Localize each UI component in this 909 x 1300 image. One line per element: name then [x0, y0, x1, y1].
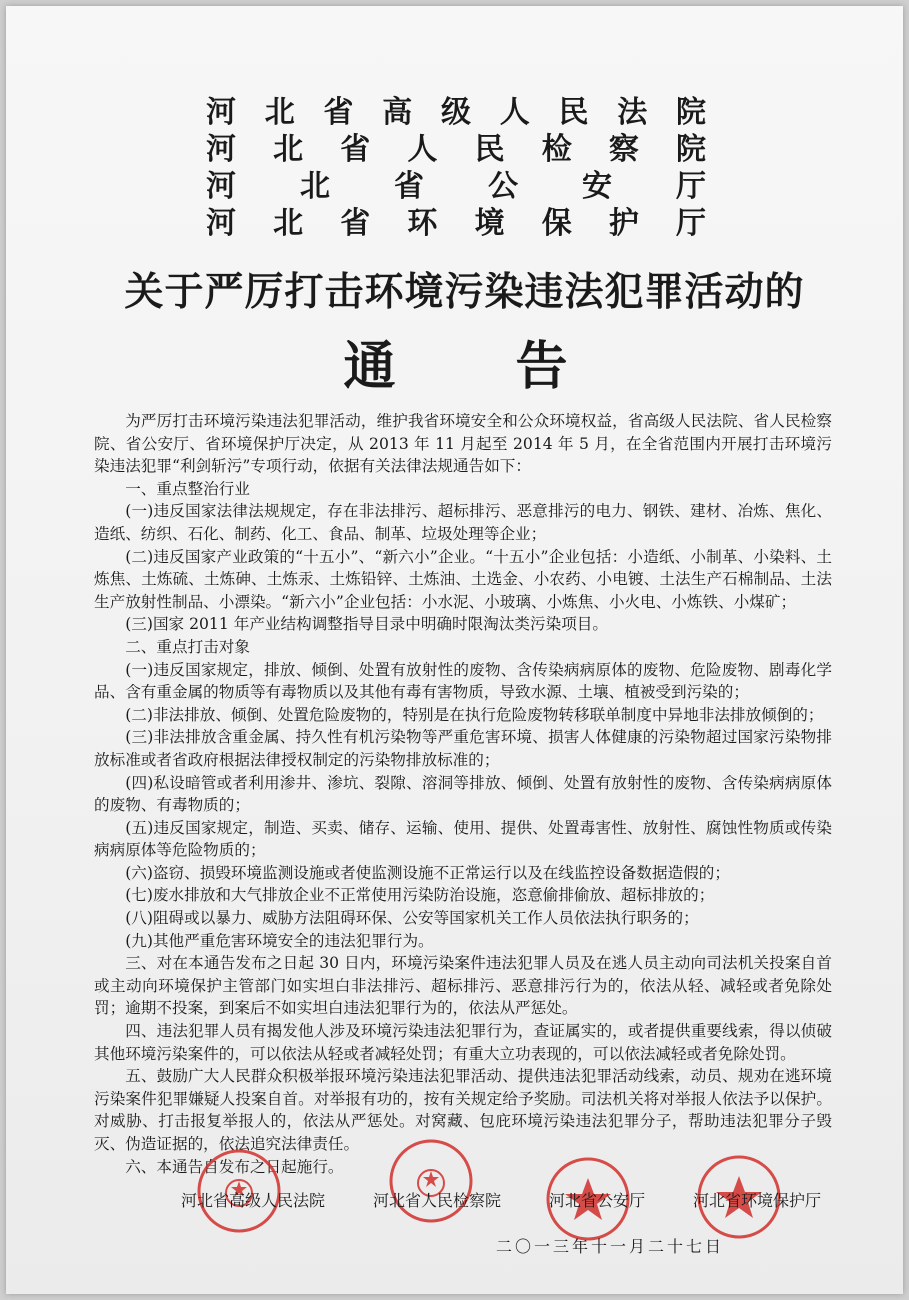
notice-paragraph: 三、对在本通告发布之日起 30 日内，环境污染案件违法犯罪人员及在逃人员主动向司法机关投案自首或主动向环境保护主管部门如实坦白非法排污、超标排污、恶意排污行为的，依法从轻、减轻或者免除处罚；逾期不投案，到案后不如实坦白违法犯罪行为的，依法从严惩处。 [94, 954, 832, 1018]
notice-paragraph: (六)盗窃、损毁环境监测设施或者使监测设施不正常运行以及在线监控设备数据造假的； [125, 863, 730, 882]
issuer-char: 民 [474, 132, 505, 167]
issuer-char: 省 [340, 206, 371, 241]
issuer-char: 院 [675, 132, 706, 167]
issuer-char: 检 [541, 132, 572, 167]
procuratorate-seal-icon [388, 1138, 474, 1224]
signature-public-security: 河北省公安厅 [548, 1191, 645, 1210]
notice-paragraph: 一、重点整治行业 [125, 479, 250, 498]
issuer-char: 公 [488, 169, 518, 204]
notice-headline: 关于严厉打击环境污染违法犯罪活动的 [124, 269, 805, 315]
issuer-list [206, 94, 706, 242]
notice-body [94, 410, 832, 1178]
notice-paragraph: (四)私设暗管或者利用渗井、渗坑、裂隙、溶洞等排放、倾倒、处置有放射性的废物、含传染病病原体的废物、有毒物质的； [94, 773, 832, 815]
signature-environment: 河北省环境保护厅 [692, 1191, 821, 1210]
issuer-char: 省 [394, 169, 424, 204]
notice-paragraph: 为严厉打击环境污染违法犯罪活动，维护我省环境安全和公众环境权益，省高级人民法院、省人民检察院、省公安厅、省环境保护厅决定，从 2013 年 11 月起至 2014 年 5 月，在全省范围内开展打击环境污染违法犯罪“利剑斩污”专项行动，依据有关法律法规通告如下： [94, 412, 832, 476]
notice-paragraph: (三)非法排放含重金属、持久性有机污染物等严重危害环境、损害人体健康的污染物超过国家污染物排放标准或者省政府根据法律授权制定的污染物排放标准的； [94, 728, 832, 769]
issue-date: 二〇一三年十一月二十七日 [496, 1237, 725, 1256]
issuer-char: 高 [382, 95, 413, 130]
notice-paragraph: (八)阻碍或以暴力、威胁方法阻碍环保、公安等国家机关工作人员依法执行职务的； [125, 909, 699, 928]
issuer-char: 厅 [675, 206, 706, 241]
issuer-char: 厅 [676, 169, 706, 204]
notice-title: 通告 [343, 336, 688, 397]
notice-paragraph: (七)废水排放和大气排放企业不正常使用污染防治设施，恣意偷排偷放、超标排放的； [125, 886, 715, 905]
issuer-line [206, 168, 706, 205]
issuer-char: 境 [474, 206, 505, 241]
issuer-char: 人 [499, 95, 530, 130]
issuer-line [206, 205, 706, 242]
issuer-char: 环 [407, 206, 438, 241]
issuer-char: 北 [273, 132, 304, 167]
issuer-char: 河 [206, 169, 236, 204]
issuer-char: 河 [206, 95, 236, 130]
notice-paragraph: 二、重点打击对象 [125, 637, 250, 656]
issuer-char: 院 [676, 95, 706, 130]
notice-sheet [6, 6, 903, 1294]
issuer-char: 省 [340, 132, 371, 167]
issuer-char: 北 [273, 206, 304, 241]
issuer-char: 安 [582, 169, 612, 204]
notice-paragraph: (二)非法排放、倾倒、处置危险废物的，特别是在执行危险废物转移联单制度中异地非法排放倾倒的； [125, 705, 824, 724]
notice-paragraph: (九)其他严重危害环境安全的违法犯罪行为。 [125, 931, 434, 950]
signature-row [181, 1188, 821, 1211]
notice-paragraph: (一)违反国家法律法规规定，存在非法排污、超标排污、恶意排污的电力、钢铁、建材、冶炼、焦化、造纸、纺织、石化、制药、化工、食品、制革、垃圾处理等企业； [94, 502, 832, 543]
signature-court: 河北省高级人民法院 [181, 1191, 326, 1210]
issuer-char: 法 [617, 95, 648, 130]
issuer-char: 察 [608, 132, 639, 167]
issuer-char: 护 [608, 206, 639, 241]
issuer-char: 保 [541, 206, 572, 241]
notice-paragraph: (二)违反国家产业政策的“十五小”、“新六小”企业。“十五小”企业包括：小造纸、小制革、小染料、土炼焦、土炼硫、土炼砷、土炼汞、土炼铅锌、土炼油、土选金、小农药、小电镀、土法生产石棉制品、土法生产放射性制品、小漂染。“新六小”企业包括：小水泥、小玻璃、小炼焦、小火电、小炼铁、小煤矿； [94, 547, 832, 611]
issuer-char: 人 [407, 132, 438, 167]
issuer-char: 级 [441, 95, 471, 130]
issuer-char: 省 [323, 95, 354, 130]
issuer-char: 民 [558, 95, 589, 130]
issuer-char: 河 [206, 132, 236, 167]
issuer-line [206, 131, 706, 168]
notice-paragraph: (一)违反国家规定，排放、倾倒、处置有放射性的废物、含传染病病原体的废物、危险废物、剧毒化学品、含有重金属的物质等有毒物质以及其他有毒有害物质，导致水源、土壤、植被受到污染的； [94, 660, 832, 702]
issuer-line [206, 94, 706, 131]
signature-procuratorate: 河北省人民检察院 [372, 1191, 501, 1210]
notice-paragraph: (五)违反国家规定，制造、买卖、储存、运输、使用、提供、处置毒害性、放射性、腐蚀性物质或传染病病原体等危险物质的； [94, 818, 832, 860]
issuer-char: 北 [300, 169, 330, 204]
notice-paragraph: (三)国家 2011 年产业结构调整指导目录中明确时限淘汰类污染项目。 [125, 615, 608, 634]
issuer-char: 河 [206, 206, 236, 241]
issuer-char: 北 [264, 95, 295, 130]
notice-paragraph: 六、本通告自发布之日起施行。 [125, 1157, 344, 1176]
notice-paragraph: 五、鼓励广大人民群众积极举报环境污染违法犯罪活动、提供违法犯罪活动线索，动员、规劝在逃环境污染案件犯罪嫌疑人投案自首。对举报有功的，按有关规定给予奖励。司法机关将对举报人依法予以保护。对威胁、打击报复举报人的，依法从严惩处。对窝藏、包庇环境污染违法犯罪分子，帮助违法犯罪分子毁灭、伪造证据的，依法追究法律责任。 [94, 1067, 832, 1153]
notice-paragraph: 四、违法犯罪人员有揭发他人涉及环境污染违法犯罪行为，查证属实的，或者提供重要线索，得以侦破其他环境污染案件的，可以依法从轻或者减轻处罚；有重大立功表现的，可以依法减轻或者免除处罚。 [94, 1022, 832, 1063]
